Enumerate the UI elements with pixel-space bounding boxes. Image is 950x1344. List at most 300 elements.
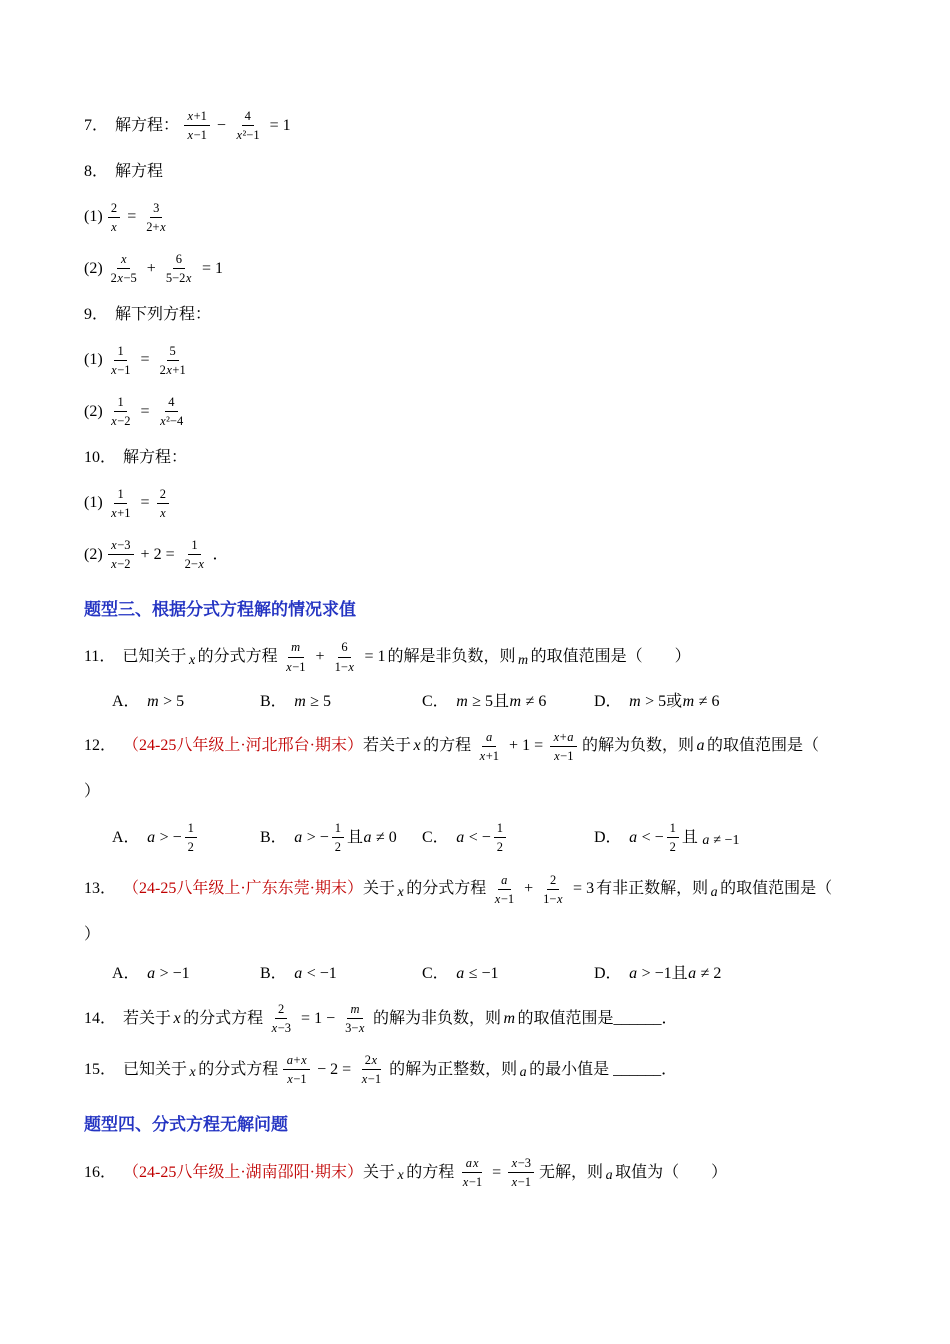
math-text: = 1 bbox=[364, 648, 386, 666]
numerator bbox=[667, 820, 679, 838]
math-text: x−1 bbox=[511, 1174, 532, 1189]
text-run: 的解为正整数，则 bbox=[389, 1061, 518, 1079]
option-A bbox=[112, 691, 260, 713]
math-text: 1 bbox=[117, 395, 124, 409]
math-expression bbox=[105, 394, 190, 430]
fraction bbox=[494, 820, 506, 856]
math-expression bbox=[488, 872, 594, 908]
question-11 bbox=[84, 639, 870, 675]
numerator bbox=[347, 1001, 363, 1019]
math-expression bbox=[696, 735, 705, 757]
denominator bbox=[157, 361, 189, 378]
math-text: 3 bbox=[153, 200, 160, 215]
text-run: 关于 bbox=[363, 1163, 396, 1181]
numerator bbox=[547, 872, 559, 890]
section-heading: 题型三、根据分式方程解的情况求值 bbox=[84, 599, 356, 619]
denominator bbox=[184, 126, 210, 143]
option-B bbox=[260, 963, 422, 985]
numerator bbox=[114, 486, 126, 504]
denominator bbox=[157, 412, 187, 429]
denominator bbox=[332, 658, 358, 675]
math-text: 2 bbox=[549, 872, 557, 887]
math-text: 2x−5 bbox=[110, 271, 137, 286]
denominator bbox=[459, 1173, 485, 1190]
math-text: m > 5或m ≠ 6 bbox=[629, 692, 720, 710]
text-run: 有非正数解，则 bbox=[596, 880, 709, 898]
denominator bbox=[540, 890, 566, 907]
question-12 bbox=[84, 729, 870, 765]
math-text: 1−x bbox=[543, 891, 563, 906]
math-expression bbox=[456, 1155, 537, 1191]
math-text: a bbox=[485, 729, 493, 744]
numerator bbox=[462, 1155, 482, 1173]
math-text: 4 bbox=[168, 395, 175, 409]
math-expression bbox=[473, 729, 580, 765]
question-number: 9． bbox=[84, 305, 109, 323]
math-text: m bbox=[518, 652, 529, 668]
math-text: + bbox=[524, 880, 534, 898]
text-run: 解下列方程： bbox=[115, 305, 212, 323]
math-text: x²−1 bbox=[236, 128, 260, 143]
math-text: 且a ≠ 0 bbox=[347, 828, 397, 846]
option-D bbox=[594, 691, 870, 713]
option-C bbox=[422, 963, 594, 985]
math-expression bbox=[147, 820, 200, 856]
fraction bbox=[157, 394, 187, 430]
math-text: + 1 = bbox=[509, 737, 544, 755]
text-run: 取值为（ ） bbox=[615, 1163, 728, 1181]
denominator bbox=[185, 838, 197, 855]
text-run: 的解为非负数，则 bbox=[372, 1009, 501, 1027]
question-10 bbox=[84, 446, 870, 470]
math-text: 2−x bbox=[184, 557, 204, 572]
option-A bbox=[112, 963, 260, 985]
question-13 bbox=[84, 872, 870, 908]
math-text: x−1 bbox=[554, 748, 574, 763]
denominator bbox=[268, 1019, 294, 1036]
math-text: = bbox=[140, 351, 150, 369]
question-8-part-1 bbox=[84, 200, 870, 236]
math-text: 5−2x bbox=[165, 271, 192, 286]
text-run: 的分式方程 bbox=[406, 880, 487, 898]
math-text: a > −1 bbox=[147, 965, 190, 983]
math-text: x−1 bbox=[361, 1072, 382, 1087]
numerator bbox=[550, 729, 577, 747]
text-run: (1) bbox=[84, 208, 103, 226]
fraction bbox=[476, 729, 502, 765]
math-expression bbox=[173, 1008, 181, 1030]
denominator bbox=[342, 1019, 368, 1036]
numerator bbox=[508, 1155, 534, 1173]
math-text: 2+x bbox=[146, 219, 166, 234]
fraction bbox=[184, 108, 210, 144]
math-text: 1 bbox=[496, 821, 503, 836]
fraction bbox=[459, 1155, 485, 1191]
math-text: = 1 − bbox=[301, 1009, 336, 1027]
text-run: 若关于 bbox=[363, 737, 412, 755]
math-expression bbox=[456, 820, 509, 856]
fraction bbox=[667, 820, 679, 856]
fraction bbox=[491, 872, 517, 908]
fraction bbox=[550, 729, 577, 765]
option-label: A． bbox=[112, 692, 140, 710]
fraction bbox=[540, 872, 566, 908]
denominator bbox=[108, 269, 140, 286]
math-expression bbox=[518, 652, 529, 671]
denominator bbox=[551, 747, 577, 764]
numerator bbox=[338, 639, 350, 657]
question-12-options bbox=[112, 820, 870, 856]
math-text: x−3 bbox=[271, 1020, 292, 1035]
math-text: 2 bbox=[187, 840, 194, 855]
math-text: x+1 bbox=[187, 109, 207, 123]
math-text: x−2 bbox=[111, 557, 131, 572]
math-text: 2 bbox=[277, 1001, 285, 1016]
denominator bbox=[508, 1173, 534, 1190]
text-run: (1) bbox=[84, 351, 103, 369]
math-text: a bbox=[605, 1167, 613, 1183]
math-text: m ≥ 5且m ≠ 6 bbox=[456, 692, 547, 710]
fraction bbox=[185, 820, 197, 856]
math-text: x−1 bbox=[494, 891, 515, 906]
math-text: 2 bbox=[496, 840, 503, 855]
math-text: x−1 bbox=[287, 1072, 307, 1087]
question-number: 15． bbox=[84, 1061, 117, 1079]
math-expression bbox=[294, 963, 337, 985]
fraction bbox=[108, 537, 134, 573]
fraction bbox=[108, 486, 134, 522]
fraction bbox=[283, 1052, 310, 1088]
numerator bbox=[157, 486, 169, 504]
math-text: 2 bbox=[110, 200, 118, 215]
option-D bbox=[594, 820, 870, 856]
math-expression bbox=[294, 820, 397, 856]
text-run: ） bbox=[84, 926, 101, 944]
option-label: A． bbox=[112, 828, 140, 846]
denominator bbox=[667, 838, 679, 855]
math-expression bbox=[413, 735, 421, 757]
math-text: x bbox=[397, 1167, 404, 1183]
math-text: a ≤ −1 bbox=[456, 965, 499, 983]
math-text: m > 5 bbox=[147, 692, 185, 710]
text-run: 的解为负数，则 bbox=[581, 737, 694, 755]
text-run: 的最小值是 ______． bbox=[529, 1061, 678, 1079]
section-heading: 题型四、分式方程无解问题 bbox=[84, 1114, 288, 1134]
denominator bbox=[182, 555, 208, 572]
option-B bbox=[260, 691, 422, 713]
math-text: x bbox=[397, 884, 404, 900]
math-text: m bbox=[350, 1001, 360, 1016]
text-run: 的方程 bbox=[423, 737, 472, 755]
fraction bbox=[358, 1052, 384, 1088]
text-run: 已知关于 bbox=[123, 1061, 188, 1079]
text-run: ） bbox=[84, 783, 101, 801]
math-text: x−3 bbox=[511, 1155, 532, 1170]
denominator bbox=[157, 504, 170, 521]
math-text: x−2 bbox=[111, 414, 131, 429]
fraction bbox=[332, 639, 358, 675]
math-text: − bbox=[216, 116, 226, 134]
math-expression bbox=[105, 251, 223, 287]
numerator bbox=[494, 820, 506, 838]
denominator bbox=[358, 1070, 384, 1087]
question-number: 10． bbox=[84, 448, 117, 466]
question-9-part-2 bbox=[84, 394, 870, 430]
denominator bbox=[491, 890, 517, 907]
text-run: 若关于 bbox=[123, 1009, 172, 1027]
math-text: 3−x bbox=[345, 1020, 365, 1035]
option-label: A． bbox=[112, 965, 140, 983]
option-label: D． bbox=[594, 692, 622, 710]
math-expression bbox=[105, 343, 192, 379]
math-text: x+a bbox=[553, 729, 574, 744]
question-number: 8． bbox=[84, 162, 109, 180]
math-text: 6 bbox=[175, 252, 182, 266]
denominator bbox=[494, 838, 506, 855]
math-text: = 1 bbox=[201, 259, 223, 277]
text-run: 的取值范围是（ bbox=[720, 880, 833, 898]
math-expression bbox=[456, 963, 499, 985]
math-text: 且 bbox=[681, 828, 698, 846]
fraction bbox=[108, 394, 134, 430]
math-text: x bbox=[188, 652, 196, 668]
source-tag: （24-25八年级上·河北邢台·期末） bbox=[123, 737, 364, 755]
math-text: a > − bbox=[147, 828, 182, 846]
numerator bbox=[242, 108, 254, 126]
text-run: ． bbox=[212, 545, 229, 563]
option-label: C． bbox=[422, 692, 449, 710]
math-text: x bbox=[120, 252, 127, 266]
text-run: (2) bbox=[84, 402, 103, 420]
source-tag: （24-25八年级上·湖南邵阳·期末） bbox=[123, 1163, 364, 1181]
fraction bbox=[157, 486, 170, 522]
math-text: x−1 bbox=[286, 659, 306, 674]
text-run: 解方程： bbox=[123, 448, 188, 466]
math-text: 5 bbox=[169, 343, 176, 358]
denominator bbox=[283, 658, 309, 675]
option-label: B． bbox=[260, 692, 287, 710]
text-run: 关于 bbox=[363, 880, 396, 898]
text-run: 的解是非负数，则 bbox=[387, 648, 516, 666]
math-text: m bbox=[503, 1009, 516, 1027]
numerator bbox=[275, 1001, 287, 1019]
math-text: a bbox=[501, 872, 508, 887]
math-text: 1 bbox=[334, 821, 341, 836]
math-text: a ≠ −1 bbox=[702, 833, 740, 849]
denominator bbox=[108, 504, 134, 521]
math-text: = bbox=[492, 1163, 502, 1181]
denominator bbox=[108, 218, 121, 235]
option-C bbox=[422, 820, 594, 856]
question-13-options bbox=[112, 963, 870, 985]
option-label: D． bbox=[594, 828, 622, 846]
math-text: a > −1且a ≠ 2 bbox=[629, 965, 722, 983]
question-number: 16． bbox=[84, 1163, 117, 1181]
numerator bbox=[108, 200, 120, 218]
text-run: (1) bbox=[84, 494, 103, 512]
numerator bbox=[498, 872, 511, 890]
numerator bbox=[362, 1052, 381, 1070]
math-text: 2 bbox=[669, 840, 676, 855]
question-number: 14． bbox=[84, 1009, 117, 1027]
question-14 bbox=[84, 1001, 870, 1037]
denominator bbox=[284, 1070, 310, 1087]
math-text: a < − bbox=[629, 828, 664, 846]
math-text: x−3 bbox=[111, 538, 131, 552]
math-text: x bbox=[111, 219, 117, 234]
math-text: = bbox=[127, 208, 137, 226]
math-text: x bbox=[189, 1065, 196, 1081]
text-run: (2) bbox=[84, 259, 103, 277]
numerator bbox=[114, 394, 126, 412]
fraction bbox=[108, 200, 121, 236]
math-text: 1 bbox=[669, 821, 676, 836]
numerator bbox=[188, 537, 200, 555]
numerator bbox=[117, 251, 130, 269]
math-text: m bbox=[291, 640, 301, 655]
math-text: 1 bbox=[191, 538, 198, 552]
math-text: x−1 bbox=[187, 128, 207, 143]
question-8 bbox=[84, 160, 870, 184]
math-expression bbox=[280, 639, 386, 675]
math-expression bbox=[503, 1008, 516, 1030]
math-text: 4 bbox=[244, 109, 251, 123]
math-text: − 2 = bbox=[317, 1061, 352, 1079]
text-run: 解方程 bbox=[115, 162, 164, 180]
numerator bbox=[185, 820, 197, 838]
math-text: x bbox=[413, 737, 421, 755]
fraction bbox=[157, 343, 189, 379]
text-run: 的分式方程 bbox=[183, 1009, 264, 1027]
question-number: 7． bbox=[84, 116, 109, 134]
math-text: = 3 bbox=[573, 880, 595, 898]
fraction bbox=[163, 251, 195, 287]
fraction bbox=[268, 1001, 294, 1037]
question-12-continuation bbox=[84, 780, 870, 804]
numerator bbox=[108, 537, 134, 555]
question-9-part-1 bbox=[84, 343, 870, 379]
math-text: 2 bbox=[159, 486, 166, 501]
math-text: 2 bbox=[334, 840, 341, 855]
option-A bbox=[112, 820, 260, 856]
denominator bbox=[163, 269, 195, 286]
option-label: B． bbox=[260, 965, 287, 983]
math-text: 1 bbox=[187, 821, 194, 836]
question-number: 13． bbox=[84, 880, 117, 898]
math-expression bbox=[397, 884, 404, 903]
math-expression bbox=[105, 486, 172, 522]
math-text: a < −1 bbox=[294, 965, 337, 983]
question-7 bbox=[84, 108, 870, 144]
math-text: x bbox=[160, 505, 166, 520]
math-text: a+x bbox=[286, 1053, 307, 1068]
math-expression bbox=[605, 1167, 613, 1186]
numerator bbox=[167, 343, 179, 361]
fraction bbox=[182, 537, 208, 573]
question-15 bbox=[84, 1052, 870, 1088]
question-13-continuation bbox=[84, 923, 870, 947]
text-run: (2) bbox=[84, 545, 103, 563]
numerator bbox=[173, 251, 185, 269]
option-label: B． bbox=[260, 828, 287, 846]
text-run: 的取值范围是（ ） bbox=[530, 648, 691, 666]
math-text: x bbox=[173, 1009, 181, 1027]
text-run: 的取值范围是（ bbox=[706, 737, 819, 755]
math-text: m ≥ 5 bbox=[294, 692, 332, 710]
option-label: C． bbox=[422, 828, 449, 846]
numerator bbox=[482, 729, 495, 747]
question-10-part-1 bbox=[84, 486, 870, 522]
text-run: 的分式方程 bbox=[198, 1061, 279, 1079]
math-expression bbox=[294, 691, 331, 713]
math-text: ax bbox=[465, 1155, 479, 1170]
math-expression bbox=[519, 1064, 527, 1083]
denominator bbox=[108, 555, 134, 572]
math-text: a bbox=[696, 737, 705, 755]
math-expression bbox=[189, 1064, 196, 1083]
math-expression bbox=[629, 691, 720, 713]
math-text: x+1 bbox=[479, 748, 500, 763]
math-text: 2x+1 bbox=[159, 362, 186, 377]
math-expression bbox=[397, 1167, 404, 1186]
text-run: 的方程 bbox=[406, 1163, 455, 1181]
math-text: x²−4 bbox=[160, 414, 184, 429]
numerator bbox=[150, 200, 162, 218]
math-text: = 1 bbox=[269, 116, 291, 134]
math-text: 1 bbox=[117, 486, 124, 501]
question-10-part-2 bbox=[84, 537, 870, 573]
math-text: + bbox=[146, 259, 156, 277]
option-label: D． bbox=[594, 965, 622, 983]
option-label: C． bbox=[422, 965, 449, 983]
numerator bbox=[283, 1052, 310, 1070]
fraction bbox=[342, 1001, 368, 1037]
option-C bbox=[422, 691, 594, 713]
fraction bbox=[108, 251, 140, 287]
math-text: a < − bbox=[456, 828, 491, 846]
math-expression bbox=[629, 820, 698, 856]
fraction bbox=[508, 1155, 534, 1191]
math-text: a bbox=[710, 884, 718, 900]
math-expression bbox=[188, 652, 195, 671]
math-text: + 2 = bbox=[140, 545, 175, 563]
question-number: 11． bbox=[84, 648, 116, 666]
math-expression bbox=[629, 963, 722, 985]
math-text: 2x bbox=[364, 1053, 378, 1068]
option-B bbox=[260, 820, 422, 856]
math-text: = bbox=[140, 402, 150, 420]
math-expression bbox=[702, 832, 740, 851]
math-expression bbox=[710, 884, 718, 903]
math-text: = bbox=[140, 494, 150, 512]
question-16 bbox=[84, 1155, 870, 1191]
math-text: a > − bbox=[294, 828, 329, 846]
denominator bbox=[476, 747, 502, 764]
text-run: 的分式方程 bbox=[197, 648, 278, 666]
numerator bbox=[288, 639, 304, 657]
fraction bbox=[233, 108, 263, 144]
fraction bbox=[332, 820, 344, 856]
math-text: + bbox=[315, 648, 325, 666]
math-text: 1 bbox=[117, 343, 124, 358]
fraction bbox=[108, 343, 134, 379]
option-D bbox=[594, 963, 870, 985]
math-expression bbox=[147, 963, 190, 985]
math-text: 6 bbox=[341, 640, 348, 655]
math-expression bbox=[456, 691, 547, 713]
denominator bbox=[143, 218, 169, 235]
math-expression bbox=[105, 537, 211, 573]
